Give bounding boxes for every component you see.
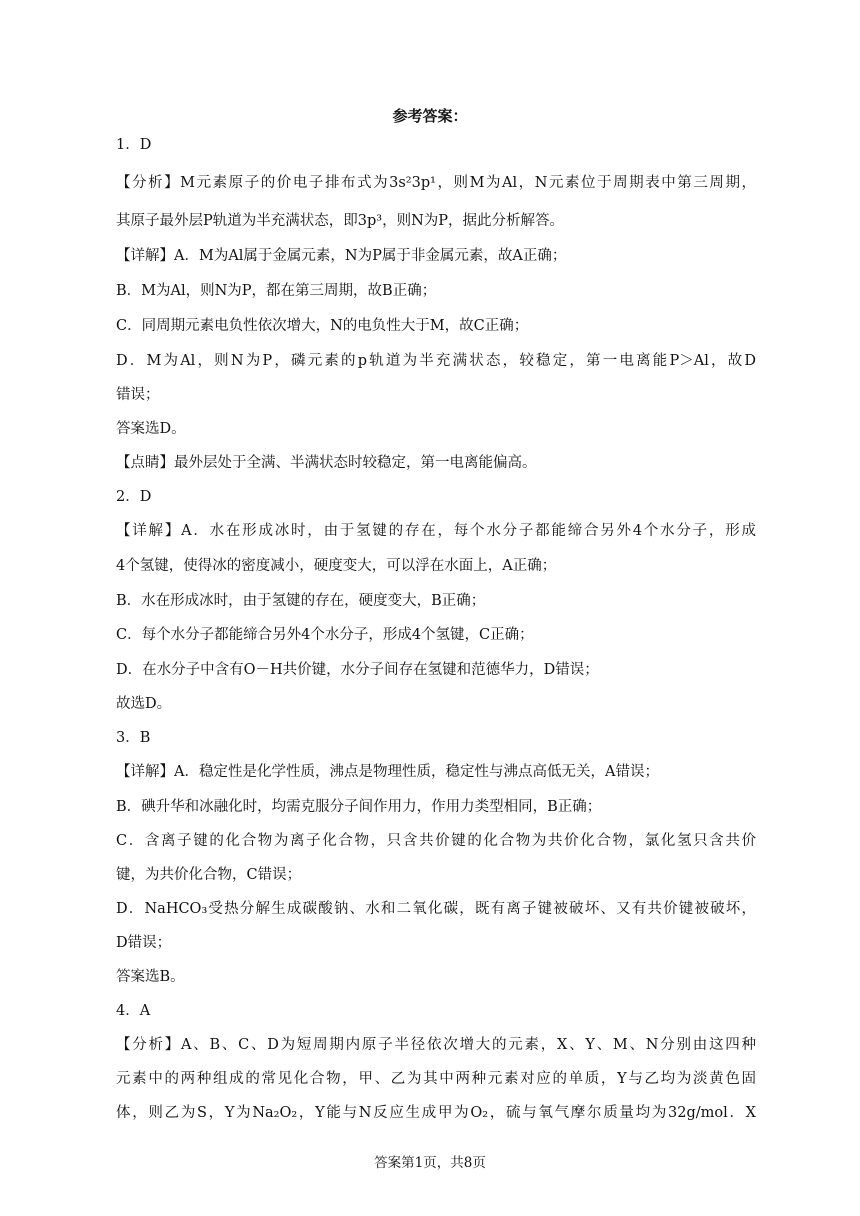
text-line: 其原子最外层P轨道为半充满状态，即3p³，则N为P，据此分析解答。 [116,213,565,229]
text-line: 4个氢键，使得冰的密度减小，硬度变大，可以浮在水面上，A正确； [116,558,557,574]
text-line: 【详解】A．稳定性是化学性质，沸点是物理性质，稳定性与沸点高低无关，A错误； [116,764,659,780]
text-line: 【分析】A、B、C、D为短周期内原子半径依次增大的元素，X、Y、M、N分别由这四种 [116,1037,756,1053]
page-title: 参考答案： [392,107,468,125]
text-line: D．在水分子中含有O－H共价键，水分子间存在氢键和范德华力，D错误； [116,662,599,678]
text-line: 键，为共价化合物，C错误； [116,867,302,883]
text-line: 元素中的两种组成的常见化合物，甲、乙为其中两种元素对应的单质，Y与乙均为淡黄色固 [116,1071,756,1087]
text-line: 体，则乙为S，Y为Na₂O₂，Y能与N反应生成甲为O₂，硫与氧气摩尔质量均为32g/mol．X [116,1105,756,1121]
text-line: C．含离子键的化合物为离子化合物，只含共价键的化合物为共价化合物，氯化氢只含共价 [116,833,756,849]
text-line: 答案选D。 [116,421,186,437]
text-line: B．M为Al，则N为P，都在第三周期，故B正确； [116,283,437,299]
text-line: 【分析】M元素原子的价电子排布式为3s²3p¹，则M为Al，N元素位于周期表中第三周期， [116,175,756,191]
text-line: 【详解】A．M为Al属于金属元素，N为P属于非金属元素，故A正确； [116,248,567,264]
text-line: D．M为Al，则N为P，磷元素的p轨道为半充满状态，较稳定，第一电离能P＞Al，故D [116,353,756,369]
page-footer: 答案第1页，共8页 [374,1155,486,1171]
text-line: 故选D。 [116,696,172,712]
text-line: 错误； [116,387,160,403]
text-line: 【详解】A．水在形成冰时，由于氢键的存在，每个水分子都能缔合另外4个水分子，形成 [116,523,756,539]
text-line: B．水在形成冰时，由于氢键的存在，硬度变大，B正确； [116,593,486,609]
text-line: 3．B [116,730,151,746]
text-line: D．NaHCO₃受热分解生成碳酸钠、水和二氧化碳，既有离子键被破坏、又有共价键被破坏， [116,901,756,917]
text-line: 【点睛】最外层处于全满、半满状态时较稳定，第一电离能偏高。 [116,455,537,471]
text-line: 2．D [116,489,152,505]
text-line: C．同周期元素电负性依次增大，N的电负性大于M，故C正确； [116,318,529,334]
text-line: C．每个水分子都能缔合另外4个水分子，形成4个氢键，C正确； [116,627,534,643]
text-line: 1．D [116,137,152,153]
text-line: 4．A [116,1003,151,1019]
text-line: D错误； [116,935,172,951]
text-line: B．碘升华和冰融化时，均需克服分子间作用力，作用力类型相同，B正确； [116,799,602,815]
text-line: 答案选B。 [116,969,185,985]
